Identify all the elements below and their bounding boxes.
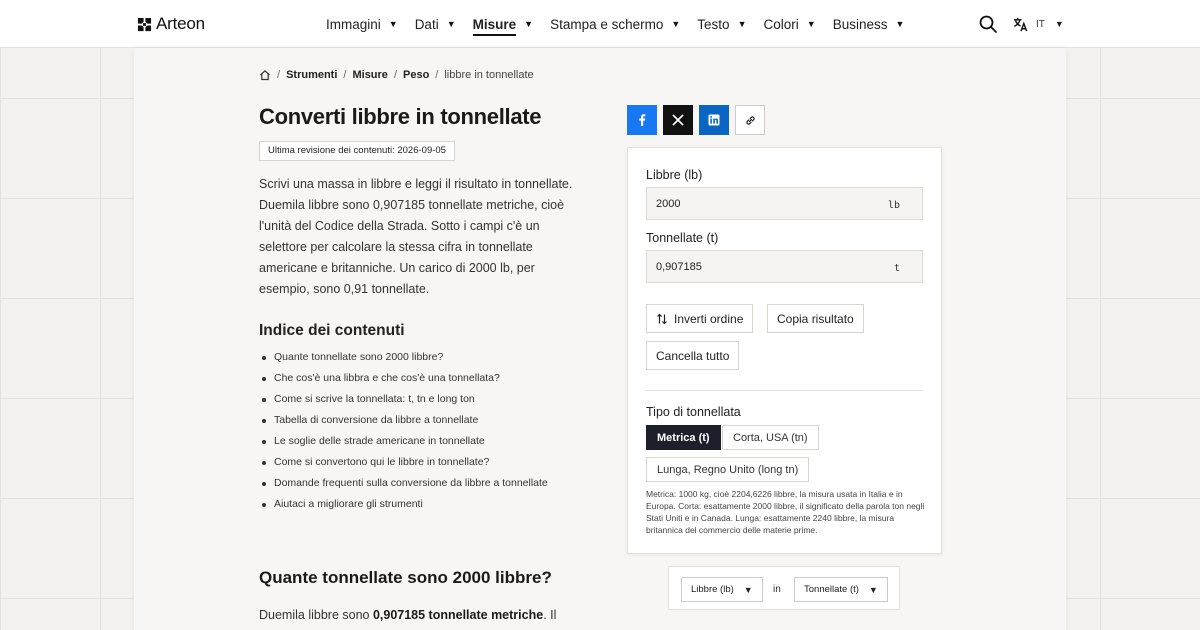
facebook-icon: [636, 114, 648, 126]
clear-all-label: Cancella tutto: [656, 348, 730, 363]
unit-connector: in: [773, 584, 781, 595]
breadcrumb-separator: /: [393, 69, 397, 81]
toc-item[interactable]: Le soglie delle strade americane in tonnellate: [259, 431, 599, 452]
to-unit-value: Tonnellate (t): [804, 584, 859, 595]
nav-item-dati[interactable]: [415, 0, 456, 48]
main-nav: [326, 0, 921, 48]
toc-item[interactable]: Tabella di conversione da libbre a tonnellate: [259, 410, 599, 431]
unit-selector: [668, 566, 900, 610]
logo-mark-icon: [137, 17, 152, 32]
nav-label: Immagini: [326, 16, 381, 32]
share-linkedin-button[interactable]: [699, 105, 729, 135]
brand-name: Arteon: [156, 14, 205, 33]
breadcrumb-separator: /: [343, 69, 347, 81]
section-paragraph: [259, 608, 556, 622]
translate-icon: [1012, 16, 1029, 33]
tonnes-value: 0,907185: [656, 261, 702, 273]
tonnes-label: Tonnellate (t): [646, 231, 719, 245]
breadcrumb-separator: /: [435, 69, 439, 81]
share-facebook-button[interactable]: [627, 105, 657, 135]
swap-icon: [656, 313, 668, 325]
divider: [646, 390, 923, 391]
share-buttons: [627, 105, 765, 135]
brand-logo[interactable]: [137, 14, 205, 34]
nav-label: Misure: [473, 17, 517, 36]
pounds-input[interactable]: [646, 187, 923, 220]
ton-type-short[interactable]: Corta, USA (tn): [722, 425, 819, 450]
swap-order-button[interactable]: [646, 304, 753, 333]
ton-type-metric[interactable]: Metrica (t): [646, 425, 721, 450]
converter-panel: [627, 147, 942, 554]
search-icon: [978, 14, 998, 34]
site-header: [0, 0, 1200, 48]
search-button[interactable]: [978, 14, 998, 34]
caret-down-icon: ▼: [1054, 19, 1064, 29]
nav-label: Stampa e schermo: [550, 16, 664, 32]
nav-label: Colori: [763, 16, 799, 32]
nav-item-immagini[interactable]: [326, 0, 398, 48]
revision-badge: Ultima revisione dei contenuti: 2026-09-05: [259, 141, 455, 161]
to-unit-dropdown[interactable]: [794, 577, 888, 602]
linkedin-icon: [708, 114, 720, 126]
toc-item[interactable]: Come si convertono qui le libbre in tonnellate?: [259, 452, 599, 473]
nav-label: Dati: [414, 16, 439, 32]
pounds-unit: lb: [887, 200, 900, 211]
clear-all-button[interactable]: [646, 341, 739, 370]
tonnes-unit: t: [893, 263, 900, 274]
toc-title: Indice dei contenuti: [259, 322, 405, 339]
toc-item[interactable]: Aiutaci a migliorare gli strumenti: [259, 494, 599, 515]
breadcrumb-separator: /: [277, 69, 281, 81]
home-icon[interactable]: [259, 69, 271, 81]
section-text-start: Duemila libbre sono: [259, 608, 373, 622]
breadcrumb-misure[interactable]: Misure: [352, 69, 388, 81]
caret-down-icon: ▼: [524, 19, 534, 29]
link-icon: [744, 114, 757, 127]
breadcrumb-peso[interactable]: Peso: [403, 69, 430, 81]
intro-paragraph: Scrivi una massa in libbre e leggi il risultato in tonnellate. Duemila libbre sono 0,907185 tonnellate metriche, cioè l'unità del Codice della Strada. Sotto i campi c'è un selettore per calcolare la stessa cifra in tonnellate americane e britanniche. Un carico di 2000 lb, per esempio, sono 0,91 tonnellate.: [259, 177, 573, 296]
toc-list: [259, 347, 599, 515]
caret-down-icon: ▼: [388, 19, 398, 29]
section-text-bold: 0,907185 tonnellate metriche: [372, 608, 544, 622]
x-icon: [672, 114, 684, 126]
caret-down-icon: ▼: [671, 19, 681, 29]
caret-down-icon: ▼: [806, 19, 816, 29]
caret-down-icon: ▼: [446, 19, 456, 29]
nav-item-colori[interactable]: [764, 0, 816, 48]
from-unit-dropdown[interactable]: [681, 577, 763, 602]
breadcrumb-strumenti[interactable]: Strumenti: [286, 69, 338, 81]
nav-item-stampa-e-schermo[interactable]: [550, 0, 680, 48]
copy-link-button[interactable]: [735, 105, 765, 135]
caret-down-icon: ▼: [737, 19, 747, 29]
nav-label: Business: [832, 16, 888, 32]
section-text-end: . Il: [543, 608, 557, 622]
caret-down-icon: ▼: [868, 584, 878, 595]
page-title: Converti libbre in tonnellate: [259, 104, 542, 129]
section-title: Quante tonnellate sono 2000 libbre?: [259, 568, 552, 587]
copy-result-button[interactable]: [767, 304, 864, 333]
language-selector[interactable]: [1012, 14, 1064, 34]
toc-item[interactable]: Che cos'è una libbra e che cos'è una tonnellata?: [259, 368, 599, 389]
copy-result-label: Copia risultato: [777, 311, 854, 326]
nav-item-testo[interactable]: [697, 0, 746, 48]
breadcrumb: [259, 69, 534, 81]
ton-type-note: Metrica: 1000 kg, cioè 2204,6226 libbre, la misura usata in Italia e in Europa. Corta: esattamente 2000 libbre, il significato della parola ton negli Stati Uniti e in Canada. Lunga: esattamente 2240 libbre, la misura britannica del commercio delle materie prime.: [646, 489, 925, 535]
breadcrumb-current: libbre in tonnellate: [444, 69, 534, 81]
caret-down-icon: ▼: [743, 584, 753, 595]
language-code: IT: [1036, 18, 1045, 30]
nav-label: Testo: [697, 16, 730, 32]
pounds-value: 2000: [656, 198, 681, 210]
caret-down-icon: ▼: [895, 19, 905, 29]
tonnes-input[interactable]: [646, 250, 923, 283]
nav-item-business[interactable]: [833, 0, 905, 48]
ton-type-label: Tipo di tonnellata: [646, 405, 741, 419]
toc-item[interactable]: Come si scrive la tonnellata: t, tn e long ton: [259, 389, 599, 410]
toc-item[interactable]: Quante tonnellate sono 2000 libbre?: [259, 347, 599, 368]
swap-order-label: Inverti ordine: [674, 311, 744, 326]
nav-item-misure[interactable]: [473, 0, 533, 48]
share-x-button[interactable]: [663, 105, 693, 135]
ton-type-long[interactable]: Lunga, Regno Unito (long tn): [646, 457, 809, 482]
from-unit-value: Libbre (lb): [691, 584, 734, 595]
pounds-label: Libbre (lb): [646, 168, 703, 182]
main-content: [134, 48, 1066, 630]
toc-item[interactable]: Domande frequenti sulla conversione da libbre a tonnellate: [259, 473, 599, 494]
